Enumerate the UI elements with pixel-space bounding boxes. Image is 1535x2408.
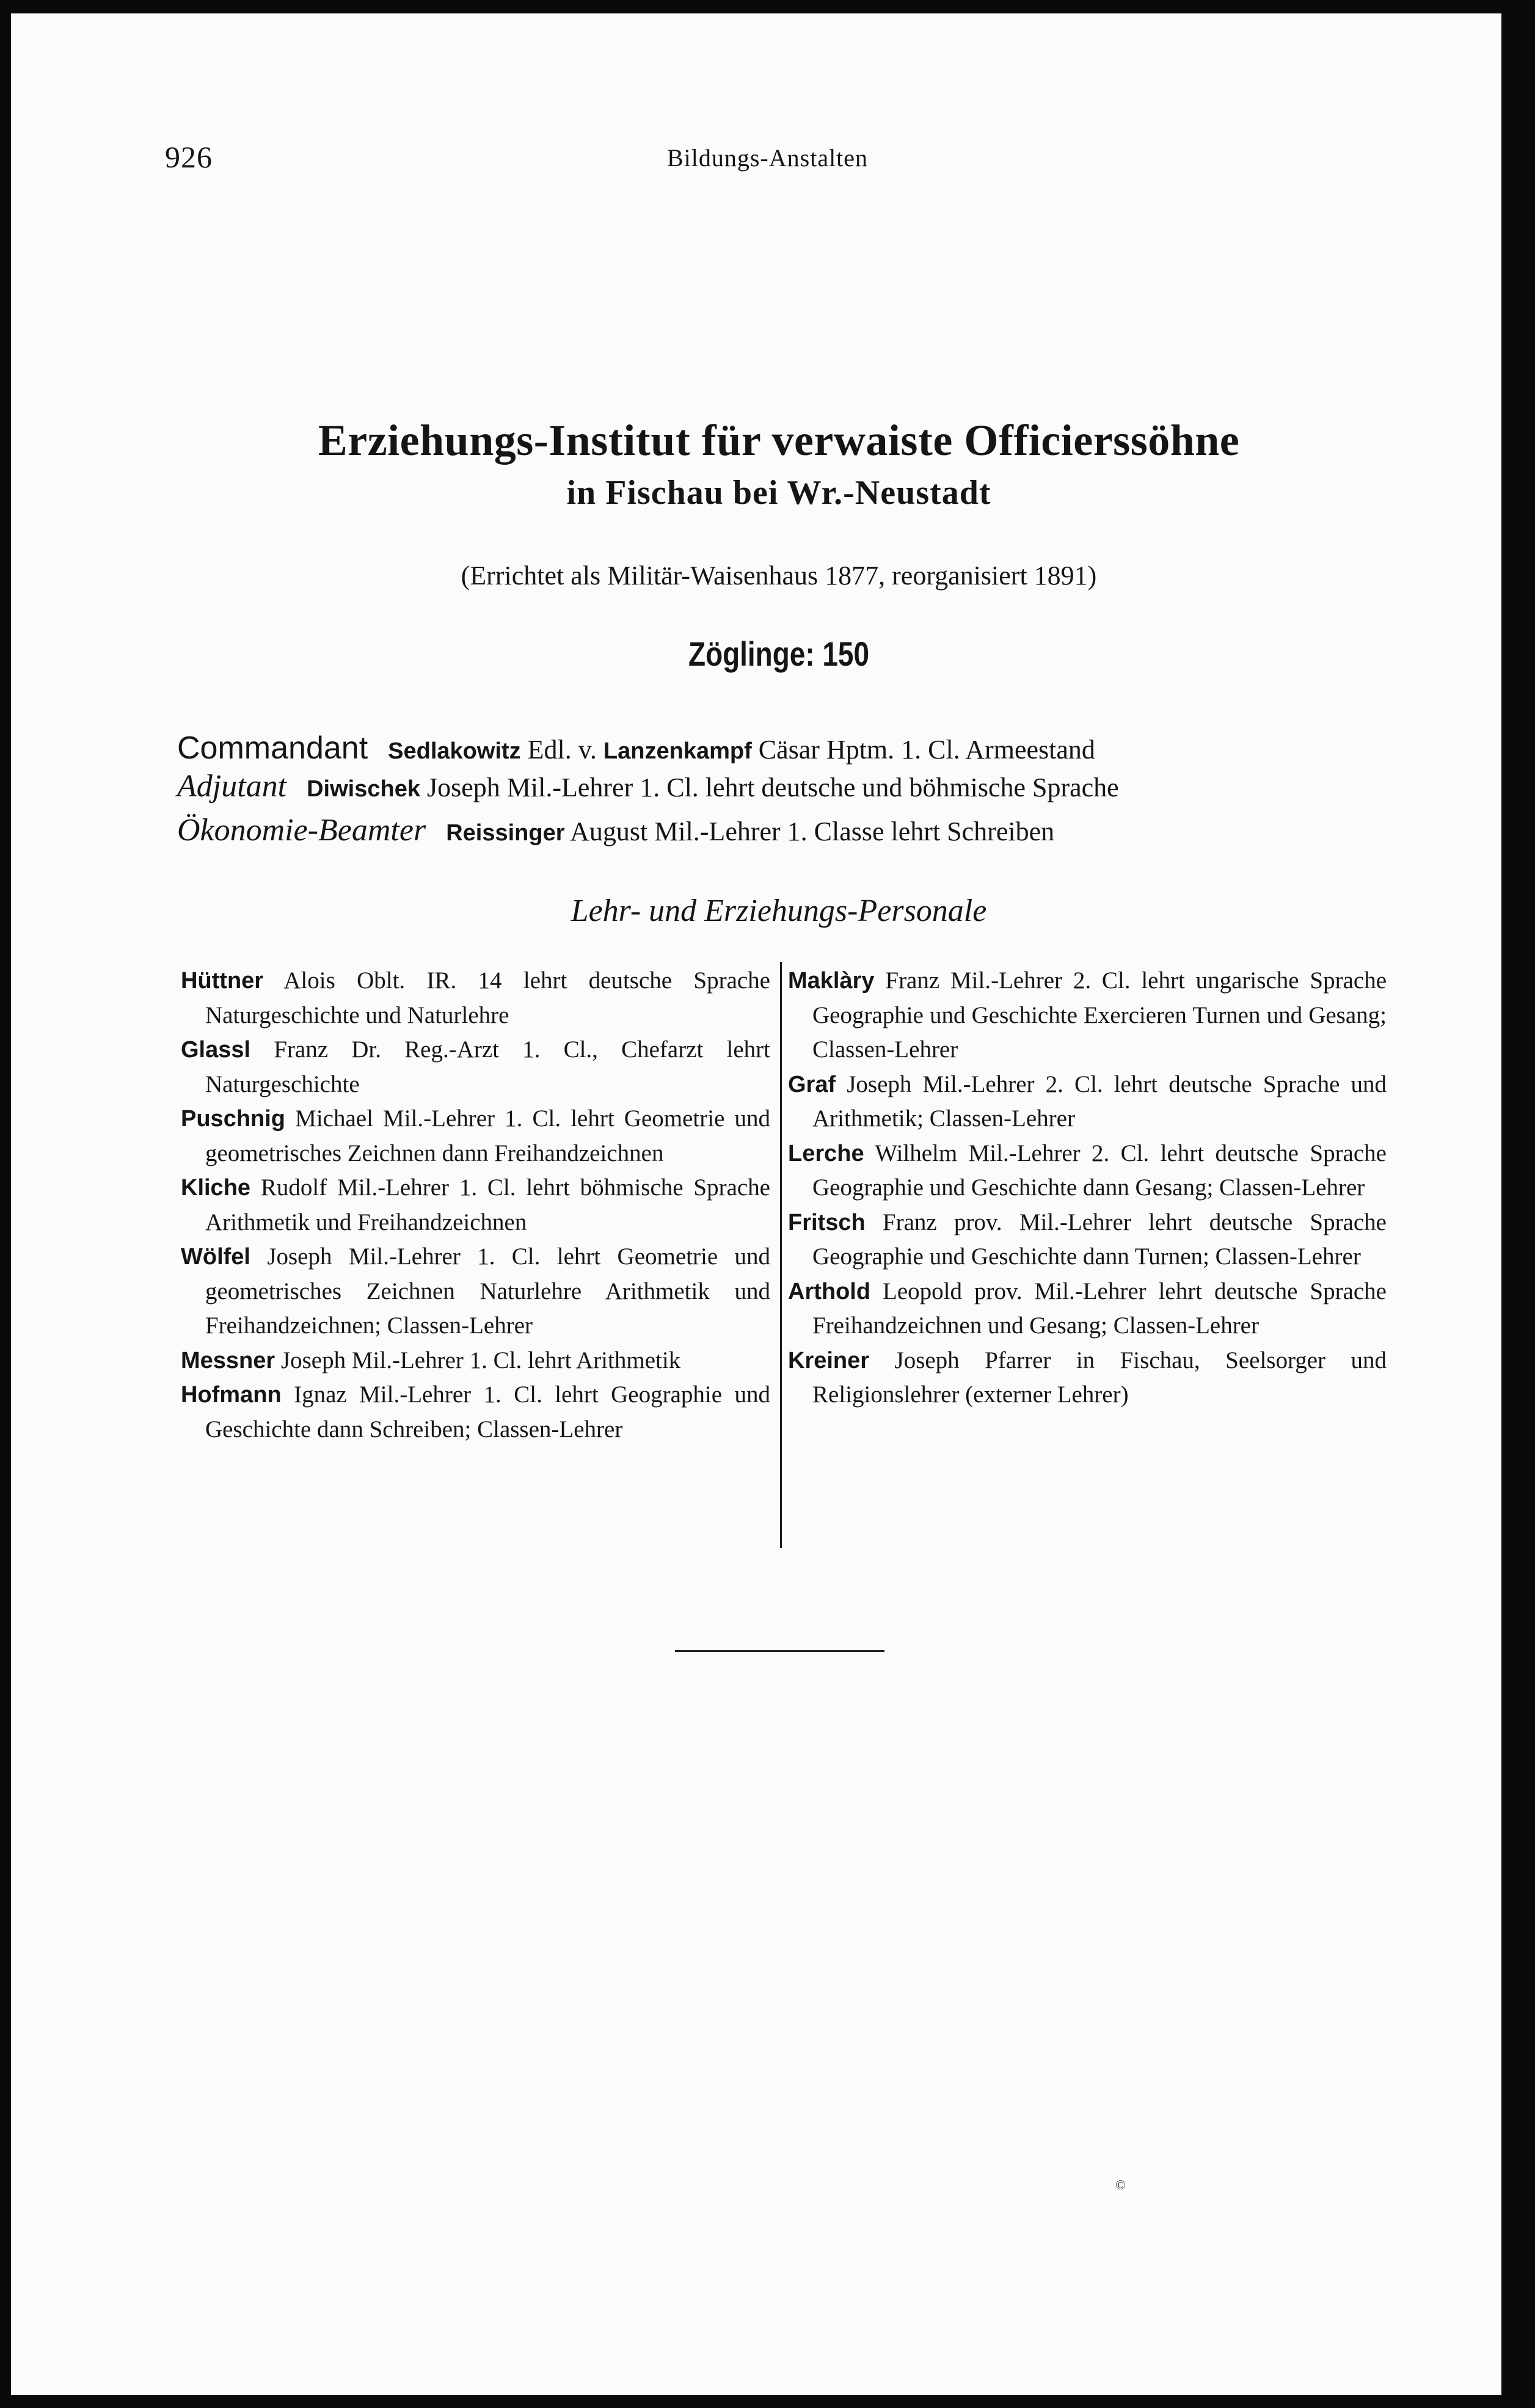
teacher-details: Michael Mil.-Lehrer 1. Cl. lehrt Geometrie und geometrisches Zeichnen dann Freihandzeichnen <box>205 1105 770 1166</box>
teacher-details: Joseph Mil.-Lehrer 1. Cl. lehrt Arithmetik <box>275 1347 681 1373</box>
list-item <box>181 1344 770 1378</box>
teacher-details: Wilhelm Mil.-Lehrer 2. Cl. lehrt deutsche Sprache Geographie und Geschichte dann Gesang; Classen-Lehrer <box>812 1140 1387 1201</box>
pupil-count: Zöglinge: 150 <box>688 635 869 673</box>
running-head: Bildungs-Anstalten <box>666 144 869 172</box>
teacher-details: Leopold prov. Mil.-Lehrer lehrt deutsche Sprache Freihandzeichnen und Gesang; Classen-Lehrer <box>812 1278 1387 1339</box>
teacher-name: Hüttner <box>181 968 264 994</box>
staff-surname-2: Lanzenkampf <box>603 738 752 764</box>
teacher-details: Ignaz Mil.-Lehrer 1. Cl. lehrt Geographie und Geschichte dann Schreiben; Classen-Lehrer <box>205 1381 770 1442</box>
list-item <box>181 1102 770 1171</box>
list-item <box>181 1171 770 1240</box>
teacher-details: Franz Mil.-Lehrer 2. Cl. lehrt ungarische Sprache Geographie und Geschichte Exercieren Turnen und Gesang; Classen-Lehrer <box>812 967 1387 1063</box>
teacher-name: Wölfel <box>181 1244 250 1270</box>
teacher-name: Messner <box>181 1347 275 1373</box>
right-column <box>788 964 1387 1413</box>
teacher-name: Glassl <box>181 1037 251 1063</box>
teacher-name: Kliche <box>181 1175 251 1201</box>
staff-row-oekonomie <box>177 812 1054 848</box>
copyright-mark: © <box>1115 2177 1126 2192</box>
staff-role: Commandant <box>177 730 368 766</box>
list-item <box>788 1344 1387 1413</box>
staff-surname: Sedlakowitz <box>388 738 521 764</box>
list-item <box>181 964 770 1033</box>
page-number: 926 <box>165 140 213 174</box>
column-divider <box>780 962 782 1548</box>
staff-details: Edl. v. <box>520 735 603 765</box>
teacher-details: Alois Oblt. IR. 14 lehrt deutsche Sprache Naturgeschichte und Naturlehre <box>205 967 770 1028</box>
staff-details-2: Cäsar Hptm. 1. Cl. Armeestand <box>751 735 1095 765</box>
list-item <box>788 1068 1387 1137</box>
teacher-name: Arthold <box>788 1278 871 1304</box>
teacher-name: Graf <box>788 1071 836 1097</box>
teacher-name: Hofmann <box>181 1382 282 1408</box>
teacher-details: Joseph Mil.-Lehrer 1. Cl. lehrt Geometrie und geometrisches Zeichnen Naturlehre Arithmetik und Freihandzeichnen; Classen-Lehrer <box>205 1243 770 1339</box>
staff-role: Adjutant <box>177 769 287 804</box>
staff-surname: Reissinger <box>446 820 565 846</box>
staff-row-commandant <box>177 730 1095 766</box>
teacher-name: Puschnig <box>181 1106 286 1132</box>
teacher-name: Kreiner <box>788 1347 870 1373</box>
teacher-details: Joseph Mil.-Lehrer 2. Cl. lehrt deutsche Sprache und Arithmetik; Classen-Lehrer <box>812 1071 1387 1132</box>
teacher-name: Fritsch <box>788 1209 866 1235</box>
staff-details: Joseph Mil.-Lehrer 1. Cl. lehrt deutsche und böhmische Sprache <box>420 773 1119 802</box>
list-item <box>788 1137 1387 1206</box>
institute-location: in Fischau bei Wr.-Neustadt <box>566 474 991 512</box>
teacher-name: Maklàry <box>788 968 875 994</box>
teacher-name: Lerche <box>788 1140 864 1166</box>
list-item <box>788 1275 1387 1344</box>
section-heading: Lehr- und Erziehungs-Personale <box>571 893 987 928</box>
founding-note: (Errichtet als Militär-Waisenhaus 1877, reorganisiert 1891) <box>461 561 1097 591</box>
teacher-details: Joseph Pfarrer in Fischau, Seelsorger und Religionslehrer (externer Lehrer) <box>812 1347 1387 1408</box>
staff-surname: Diwischek <box>307 776 420 802</box>
left-column <box>181 964 770 1447</box>
institute-title: Erziehungs-Institut für verwaiste Officierssöhne <box>318 416 1240 465</box>
list-item <box>181 1240 770 1344</box>
staff-details: August Mil.-Lehrer 1. Classe lehrt Schreiben <box>564 817 1055 846</box>
end-rule <box>675 1650 884 1652</box>
list-item <box>181 1033 770 1102</box>
list-item <box>181 1378 770 1447</box>
list-item <box>788 1206 1387 1275</box>
list-item <box>788 964 1387 1068</box>
staff-role: Ökonomie-Beamter <box>177 813 426 848</box>
teacher-details: Franz prov. Mil.-Lehrer lehrt deutsche Sprache Geographie und Geschichte dann Turnen; Classen-Lehrer <box>812 1209 1387 1270</box>
staff-row-adjutant <box>177 768 1119 804</box>
teacher-details: Rudolf Mil.-Lehrer 1. Cl. lehrt böhmische Sprache Arithmetik und Freihandzeichnen <box>205 1174 770 1235</box>
teacher-details: Franz Dr. Reg.-Arzt 1. Cl., Chefarzt lehrt Naturgeschichte <box>205 1036 770 1097</box>
